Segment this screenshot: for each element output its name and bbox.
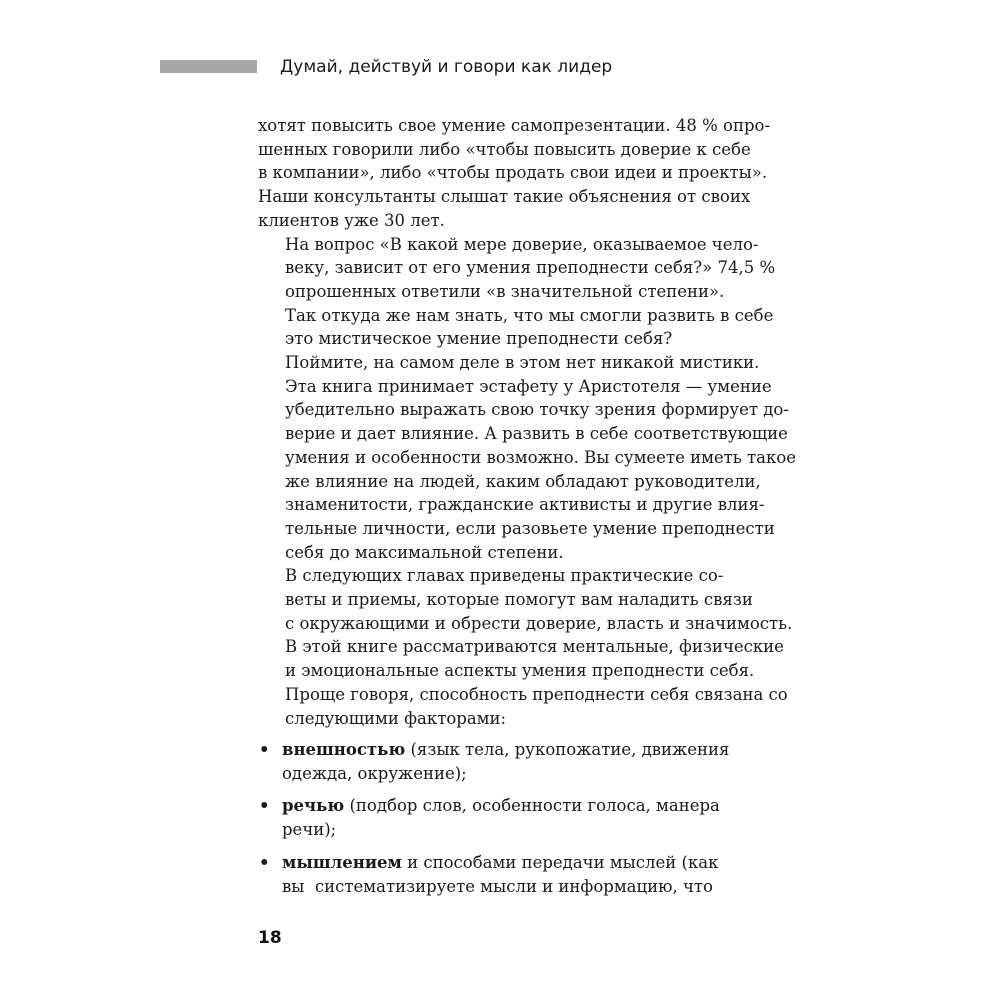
bullet-marker: • bbox=[259, 796, 270, 816]
bullet-marker: • bbox=[259, 740, 270, 759]
list-item bbox=[259, 794, 770, 841]
text-line: и эмоциональные аспекты умения преподнести себя. bbox=[285, 661, 755, 681]
text-line bbox=[282, 738, 770, 762]
page-number: 18 bbox=[258, 928, 282, 948]
text-line: себя до максимальной степени. bbox=[285, 542, 564, 562]
text-line: веку, зависит от его умения преподнести себя?» 74,5 % bbox=[285, 258, 776, 278]
text-line: умения и особенности возможно. Вы сумеете иметь такое bbox=[285, 447, 797, 467]
text-line: в компании», либо «чтобы продать свои идеи и проекты». bbox=[258, 163, 768, 183]
text-line: клиентов уже 30 лет. bbox=[258, 210, 445, 230]
paragraph bbox=[258, 233, 776, 304]
text-line: опрошенных ответили «в значительной степени». bbox=[285, 281, 725, 301]
list-item bbox=[259, 738, 770, 785]
text-line: Наши консультанты слышат такие объяснения от своих bbox=[258, 187, 751, 207]
list-item-term: речью bbox=[282, 796, 345, 816]
text-line: следующими факторами: bbox=[285, 708, 507, 728]
text-line: верие и дает влияние. А развить в себе соответствующие bbox=[285, 424, 788, 444]
paragraph bbox=[258, 564, 793, 730]
text-line: вы систематизируете мысли и информацию, что bbox=[282, 876, 713, 896]
paragraph bbox=[258, 304, 774, 351]
list-item-term: внешностью bbox=[282, 740, 406, 759]
text-line: тельные личности, если разовьете умение преподнести bbox=[285, 518, 775, 538]
list-item-text: и способами передачи мыслей (как bbox=[401, 852, 719, 872]
text-line: На вопрос «В какой мере доверие, оказываемое чело- bbox=[285, 234, 759, 254]
text-line bbox=[282, 851, 770, 875]
text-line: веты и приемы, которые помогут вам наладить связи bbox=[285, 590, 753, 610]
running-header-title: Думай, действуй и говори как лидер bbox=[280, 57, 613, 77]
text-line: одежда, окружение); bbox=[282, 763, 467, 783]
bullet-marker: • bbox=[259, 852, 270, 872]
text-line: хотят повысить свое умение самопрезентации. 48 % опро- bbox=[258, 116, 771, 135]
text-line: Так откуда же нам знать, что мы смогли развить в себе bbox=[285, 305, 774, 325]
text-line: же влияние на людей, каким обладают руководители, bbox=[285, 471, 761, 491]
text-line: убедительно выражать свою точку зрения формирует до- bbox=[285, 400, 789, 420]
text-line: Проще говоря, способность преподнести себя связана со bbox=[285, 684, 788, 704]
text-line: с окружающими и обрести доверие, власть и значимость. bbox=[285, 613, 793, 633]
text-line: знаменитости, гражданские активисты и другие влия- bbox=[285, 495, 765, 515]
header-bar bbox=[160, 60, 257, 73]
text-line: это мистическое умение преподнести себя? bbox=[285, 329, 673, 349]
factor-list bbox=[259, 738, 770, 907]
text-line bbox=[282, 794, 770, 818]
text-line: шенных говорили либо «чтобы повысить доверие к себе bbox=[258, 139, 751, 159]
text-line: В следующих главах приведены практические со- bbox=[285, 566, 724, 586]
paragraph bbox=[258, 351, 797, 564]
text-line: В этой книге рассматриваются ментальные, физические bbox=[285, 637, 784, 657]
paragraph bbox=[258, 114, 770, 233]
text-line: речи); bbox=[282, 820, 337, 840]
list-item-text: (подбор слов, особенности голоса, манера bbox=[344, 796, 720, 816]
list-item-text: (язык тела, рукопожатие, движения bbox=[405, 740, 730, 759]
text-line: Поймите, на самом деле в этом нет никакой мистики. bbox=[285, 353, 760, 373]
body-text bbox=[258, 114, 797, 730]
list-item bbox=[259, 851, 770, 898]
text-line: Эта книга принимает эстафету у Аристотеля — умение bbox=[285, 376, 772, 396]
list-item-term: мышлением bbox=[282, 852, 402, 872]
